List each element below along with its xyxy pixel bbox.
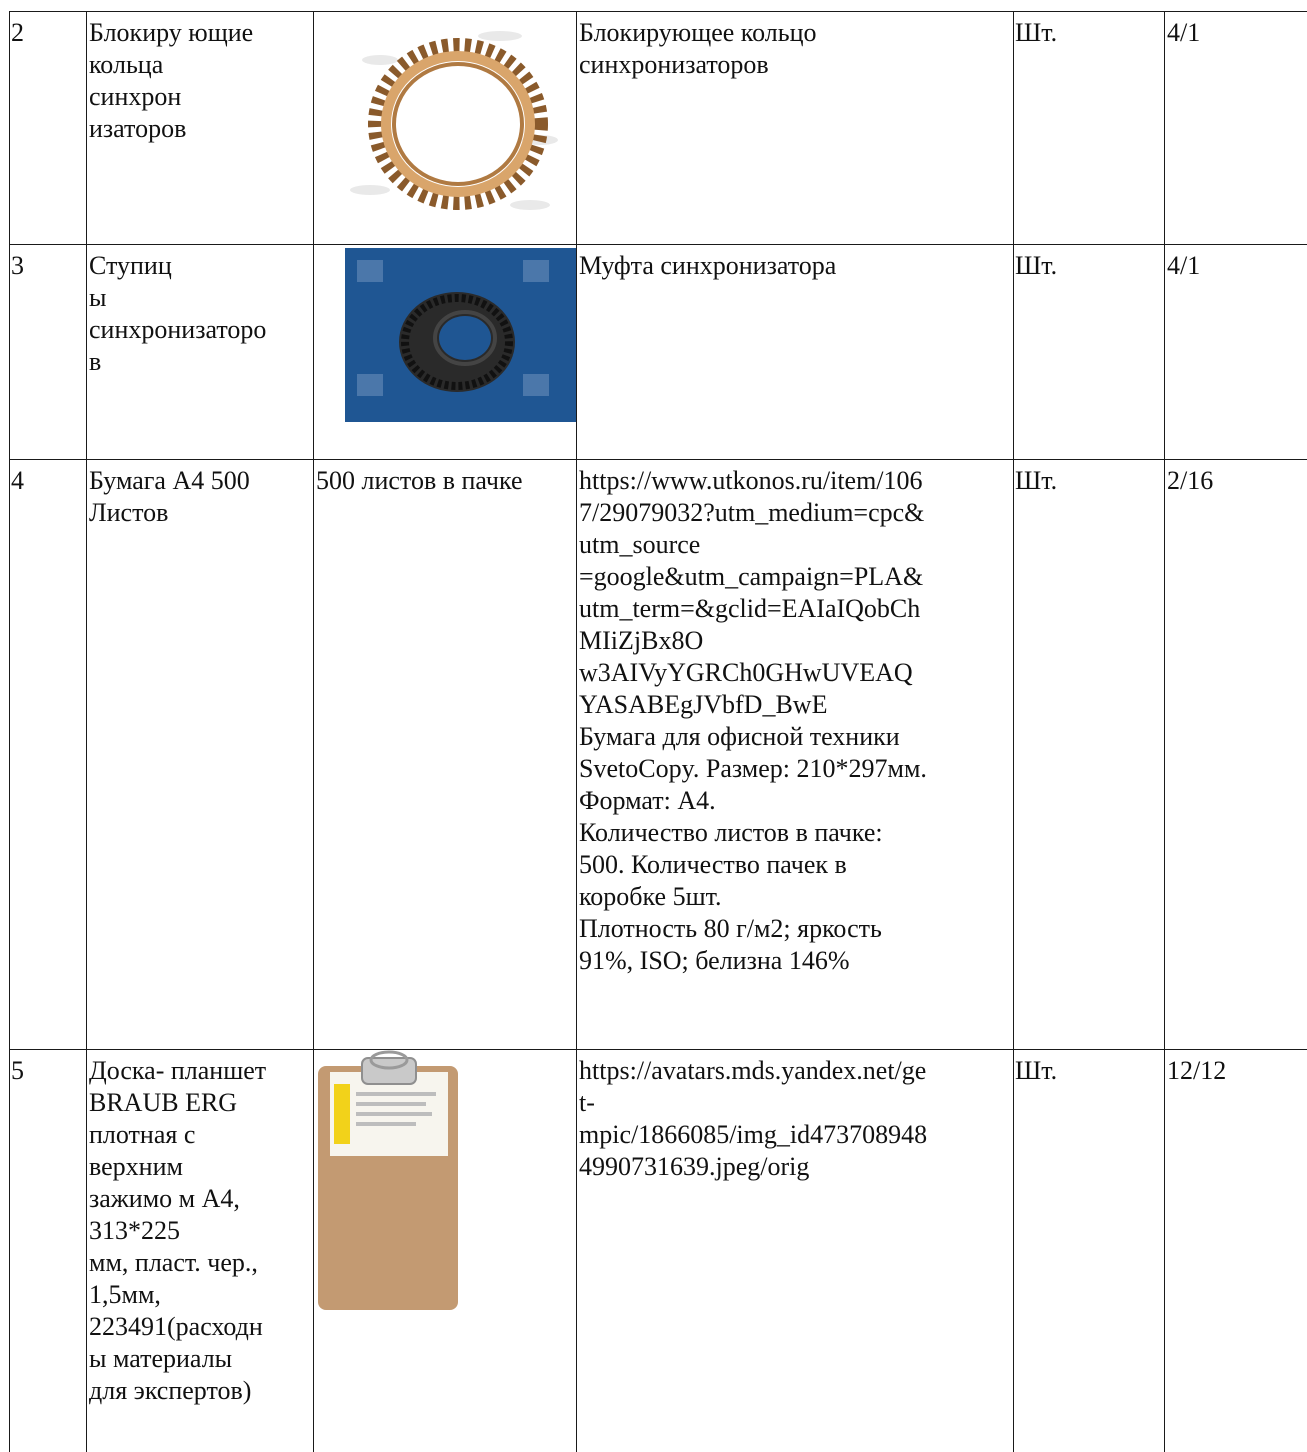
item-name: Блокиру ющие кольца синхрон изаторов: [89, 18, 254, 143]
row-divider: [9, 244, 1307, 245]
unit: Шт.: [1015, 1056, 1058, 1085]
item-description: https://avatars.mds.yandex.net/ge t- mpic/1866085/img_id473708948 4990731639.jpeg/orig: [579, 1056, 928, 1181]
quantity: 4/1: [1167, 251, 1201, 280]
clipboard-image: [316, 1050, 462, 1312]
item-spec: 500 листов в пачке: [316, 466, 523, 495]
unit: Шт.: [1015, 18, 1058, 47]
item-name: Бумага А4 500 Листов: [89, 466, 250, 527]
quantity: 2/16: [1167, 466, 1214, 495]
item-description: Муфта синхронизатора: [579, 251, 837, 280]
item-description: Блокирующее кольцо синхронизаторов: [579, 18, 817, 79]
column-divider: [313, 11, 314, 1452]
row-divider: [9, 11, 1307, 12]
column-divider: [1013, 11, 1014, 1452]
item-description: https://www.utkonos.ru/item/106 7/29079032?utm_medium=cpc& utm_source =google&utm_campaign=PLA& utm_term=&gclid=EAIaIQobCh MIiZjBx8O w3AIVyYGRCh0GHwUVEAQ YASABEgJVbfD_BwE Бумага для офисной техники SvetoCopy. Размер: 210*297мм. Формат: А4. Количество листов в пачке: 500. Количество пачек в коробке 5шт. Плотность 80 г/м2; яркость 91%, ISO; белизна 146%: [579, 466, 927, 975]
synchronizer-hub-image: [345, 248, 576, 422]
row-number: 5: [11, 1056, 24, 1085]
unit: Шт.: [1015, 466, 1058, 495]
item-name: Доска- планшет BRAUB ERG плотная с верхним зажимо м А4, 313*225 мм, пласт. чер., 1,5мм, 223491(расходн ы материалы для экспертов): [89, 1056, 267, 1405]
column-divider: [9, 11, 10, 1452]
quantity: 4/1: [1167, 18, 1201, 47]
row-number: 4: [11, 466, 24, 495]
synchronizer-ring-image: [340, 20, 572, 216]
column-divider: [1164, 11, 1165, 1452]
unit: Шт.: [1015, 251, 1058, 280]
item-name: Ступиц ы синхронизаторо в: [89, 251, 267, 376]
column-divider: [86, 11, 87, 1452]
row-number: 3: [11, 251, 24, 280]
row-number: 2: [11, 18, 24, 47]
column-divider: [576, 11, 577, 1452]
row-divider: [9, 459, 1307, 460]
quantity: 12/12: [1167, 1056, 1227, 1085]
row-divider: [9, 1049, 1307, 1050]
